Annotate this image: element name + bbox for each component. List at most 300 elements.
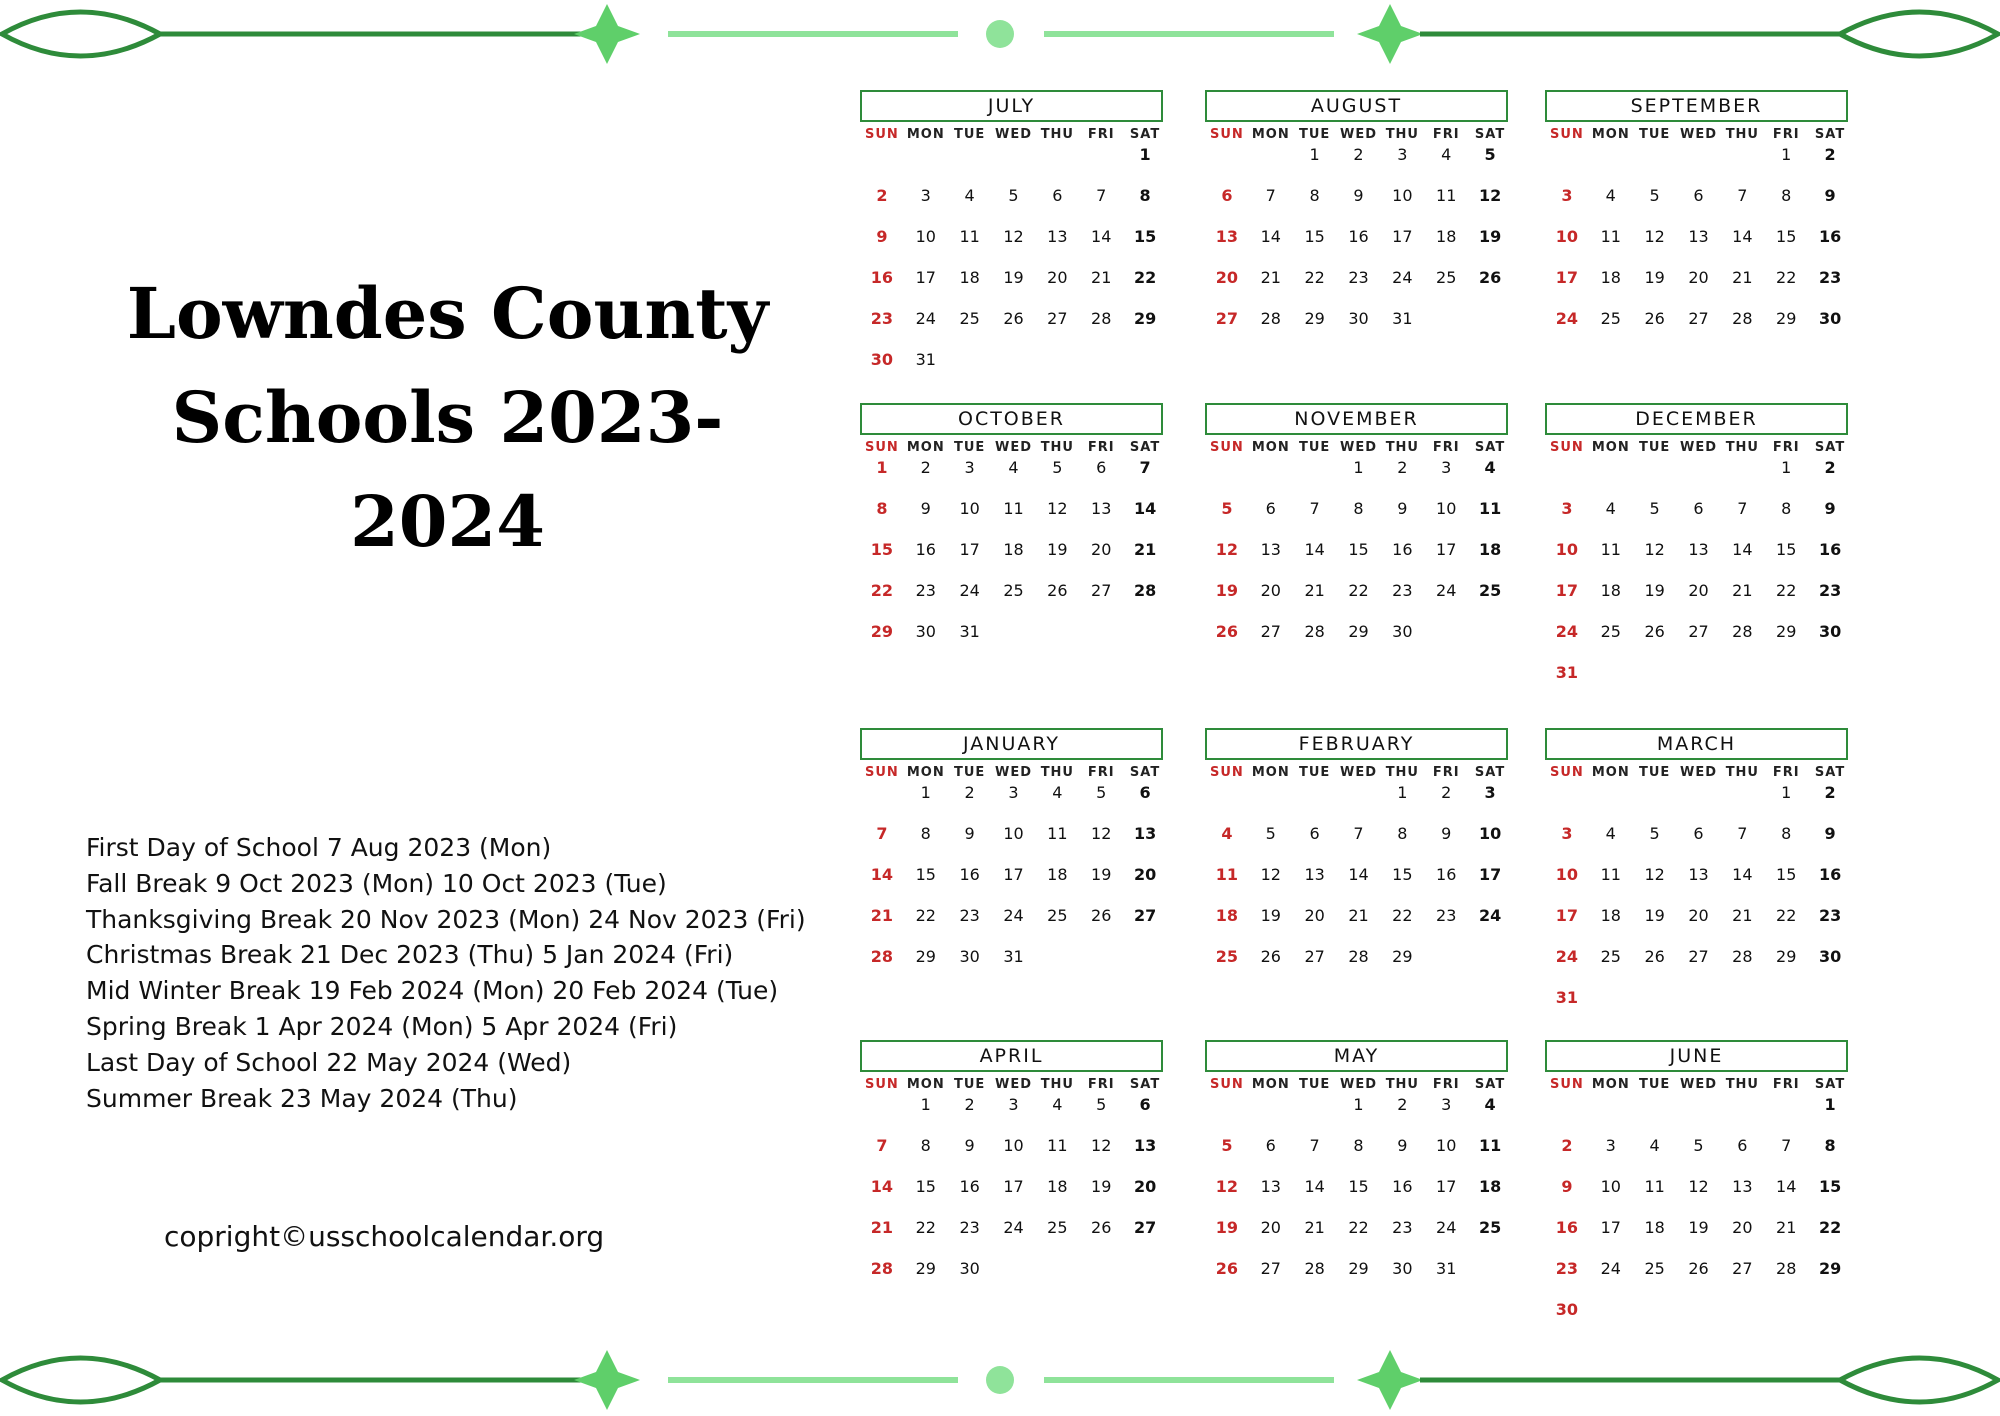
day-cell: 18 <box>1436 227 1457 246</box>
event-item: Thanksgiving Break 20 Nov 2023 (Mon) 24 Nov 2023 (Fri) <box>86 904 806 934</box>
empty-day-cell <box>1293 1094 1337 1135</box>
month-october <box>860 403 1167 662</box>
day-cell: 31 <box>959 622 980 641</box>
day-cell: 17 <box>959 540 980 559</box>
day-cell: 6 <box>1139 1095 1151 1114</box>
day-cell: 25 <box>959 309 980 328</box>
day-cell: 15 <box>915 865 936 884</box>
day-cell: 29 <box>1776 622 1797 641</box>
day-cell: 2 <box>1824 458 1836 477</box>
day-cell: 16 <box>1392 540 1413 559</box>
weekday-label: MON <box>1591 765 1630 780</box>
day-cell: 31 <box>1436 1259 1457 1278</box>
day-cell: 22 <box>915 1218 936 1237</box>
day-cell: 26 <box>1478 268 1502 287</box>
day-cell: 27 <box>1688 309 1709 328</box>
day-cell: 17 <box>1392 227 1413 246</box>
day-cell: 11 <box>1215 865 1239 884</box>
day-cell: 11 <box>1047 824 1068 843</box>
day-cell: 1 <box>1781 458 1792 477</box>
day-cell: 31 <box>1392 309 1413 328</box>
day-cell: 20 <box>1688 268 1709 287</box>
empty-day-cell <box>1205 782 1249 823</box>
event-item: Summer Break 23 May 2024 (Thu) <box>86 1083 518 1113</box>
day-cell: 17 <box>1555 268 1579 287</box>
day-cell: 27 <box>1091 581 1112 600</box>
day-cell: 23 <box>959 906 980 925</box>
day-cell: 3 <box>1441 1095 1452 1114</box>
weekday-label: SUN <box>865 127 899 142</box>
day-cell: 3 <box>1605 1136 1616 1155</box>
empty-day-cell <box>1589 782 1633 823</box>
day-cell: 1 <box>876 458 888 477</box>
day-cell: 20 <box>1688 581 1709 600</box>
weekday-label: TUE <box>1638 440 1671 455</box>
day-cell: 27 <box>1688 947 1709 966</box>
weekday-label: THU <box>1040 1077 1074 1092</box>
weekday-header <box>1205 765 1512 780</box>
event-item: Fall Break 9 Oct 2023 (Mon) 10 Oct 2023 (Tue) <box>86 868 667 898</box>
day-cell: 28 <box>1348 947 1369 966</box>
day-cell: 23 <box>1348 268 1369 287</box>
day-cell: 25 <box>1215 947 1239 966</box>
day-cell: 25 <box>1478 1218 1502 1237</box>
empty-day-cell <box>860 782 904 823</box>
day-cell: 21 <box>1304 581 1325 600</box>
month-title: APRIL <box>860 1040 1163 1072</box>
day-cell: 2 <box>964 783 975 802</box>
month-march <box>1545 728 1852 1028</box>
month-title: SEPTEMBER <box>1545 90 1848 122</box>
day-cell: 21 <box>1260 268 1281 287</box>
day-cell: 15 <box>1776 865 1797 884</box>
day-cell: 28 <box>1133 581 1157 600</box>
day-cell: 15 <box>915 1177 936 1196</box>
day-cell: 1 <box>920 1095 931 1114</box>
day-cell: 2 <box>1397 1095 1408 1114</box>
weekday-label: TUE <box>1638 765 1671 780</box>
day-cell: 3 <box>1561 186 1573 205</box>
day-cell: 6 <box>1309 824 1320 843</box>
day-cell: 8 <box>1397 824 1408 843</box>
day-cell: 31 <box>915 350 936 369</box>
day-cell: 11 <box>1047 1136 1068 1155</box>
day-cell: 7 <box>1781 1136 1792 1155</box>
month-may <box>1205 1040 1512 1299</box>
day-cell: 22 <box>1776 906 1797 925</box>
day-cell: 27 <box>1133 1218 1157 1237</box>
day-cell: 17 <box>915 268 936 287</box>
weekday-label: SAT <box>1474 765 1506 780</box>
weekday-label: SAT <box>1814 127 1846 142</box>
day-cell: 26 <box>1003 309 1024 328</box>
weekday-label: TUE <box>953 1077 986 1092</box>
day-cell: 11 <box>1600 540 1621 559</box>
month-title: MAY <box>1205 1040 1508 1072</box>
month-title: NOVEMBER <box>1205 403 1508 435</box>
day-cell: 12 <box>1644 540 1665 559</box>
day-cell: 5 <box>1649 824 1660 843</box>
day-cell: 8 <box>1353 1136 1364 1155</box>
month-title: FEBRUARY <box>1205 728 1508 760</box>
weekday-label: FRI <box>1432 127 1460 142</box>
day-cell: 4 <box>1649 1136 1660 1155</box>
day-cell: 25 <box>1003 581 1024 600</box>
day-cell: 18 <box>1600 581 1621 600</box>
event-item: First Day of School 7 Aug 2023 (Mon) <box>86 833 552 862</box>
day-cell: 19 <box>1215 1218 1239 1237</box>
day-cell: 24 <box>1555 947 1579 966</box>
day-cell: 8 <box>1139 186 1151 205</box>
day-cell: 15 <box>1776 540 1797 559</box>
weekday-label: TUE <box>1638 127 1671 142</box>
weekday-label: SUN <box>1550 765 1584 780</box>
weekday-label: FRI <box>1432 1077 1460 1092</box>
weekday-label: TUE <box>1298 765 1331 780</box>
day-cell: 6 <box>1693 824 1704 843</box>
day-cell: 7 <box>1309 1136 1320 1155</box>
day-cell: 23 <box>1436 906 1457 925</box>
month-september <box>1545 90 1852 349</box>
empty-day-cell <box>1545 144 1589 185</box>
day-cell: 12 <box>1644 865 1665 884</box>
day-cell: 12 <box>1215 1177 1239 1196</box>
empty-day-cell <box>1249 1094 1293 1135</box>
day-cell: 6 <box>1265 1136 1276 1155</box>
day-cell: 28 <box>1260 309 1281 328</box>
weekday-header <box>1205 127 1512 142</box>
day-cell: 19 <box>1260 906 1281 925</box>
day-cell: 31 <box>1555 988 1579 1007</box>
day-cell: 8 <box>1824 1136 1836 1155</box>
day-cell: 17 <box>1003 865 1024 884</box>
day-cell: 13 <box>1260 540 1281 559</box>
weekday-header <box>860 440 1167 455</box>
empty-day-cell <box>1205 144 1249 185</box>
day-cell: 1 <box>1781 783 1792 802</box>
day-cell: 14 <box>1091 227 1112 246</box>
copyright-text: copright©usschoolcalendar.org <box>164 1220 605 1253</box>
day-cell: 27 <box>1260 622 1281 641</box>
day-cell: 17 <box>1003 1177 1024 1196</box>
day-cell: 26 <box>1215 1259 1239 1278</box>
weekday-label: THU <box>1040 127 1074 142</box>
day-cell: 2 <box>1441 783 1452 802</box>
day-cell: 5 <box>1096 1095 1107 1114</box>
day-cell: 17 <box>1436 1177 1457 1196</box>
day-cell: 10 <box>1392 186 1413 205</box>
day-cell: 3 <box>1397 145 1408 164</box>
day-cell: 26 <box>1047 581 1068 600</box>
day-cell: 6 <box>1693 186 1704 205</box>
day-cell: 12 <box>1003 227 1024 246</box>
day-cell: 23 <box>870 309 894 328</box>
day-cell: 13 <box>1133 824 1157 843</box>
month-title: MARCH <box>1545 728 1848 760</box>
day-cell: 13 <box>1688 540 1709 559</box>
day-cell: 31 <box>1555 663 1579 682</box>
day-cell: 24 <box>1478 906 1502 925</box>
day-cell: 18 <box>1215 906 1239 925</box>
day-cell: 18 <box>1644 1218 1665 1237</box>
day-cell: 9 <box>1441 824 1452 843</box>
day-cell: 28 <box>1776 1259 1797 1278</box>
day-cell: 7 <box>1139 458 1151 477</box>
weekday-label: SUN <box>1550 1077 1584 1092</box>
day-cell: 28 <box>1732 309 1753 328</box>
weekday-label: WED <box>994 127 1032 142</box>
weekday-label: FRI <box>1772 127 1800 142</box>
day-cell: 10 <box>1003 824 1024 843</box>
day-cell: 11 <box>1600 865 1621 884</box>
day-cell: 8 <box>1781 499 1792 518</box>
day-cell: 16 <box>959 865 980 884</box>
month-title: JUNE <box>1545 1040 1848 1072</box>
day-cell: 4 <box>964 186 975 205</box>
event-item: Spring Break 1 Apr 2024 (Mon) 5 Apr 2024 (Fri) <box>86 1011 678 1041</box>
day-cell: 21 <box>1348 906 1369 925</box>
day-cell: 15 <box>1133 227 1157 246</box>
weekday-label: THU <box>1725 1077 1759 1092</box>
day-cell: 25 <box>1478 581 1502 600</box>
day-cell: 31 <box>1003 947 1024 966</box>
day-cell: 28 <box>1304 1259 1325 1278</box>
day-cell: 7 <box>1737 499 1748 518</box>
day-cell: 16 <box>1818 865 1842 884</box>
day-cell: 8 <box>1353 499 1364 518</box>
day-grid <box>1205 1094 1512 1299</box>
day-cell: 7 <box>876 1136 888 1155</box>
weekday-label: TUE <box>1638 1077 1671 1092</box>
month-august <box>1205 90 1512 349</box>
day-grid <box>1205 782 1512 987</box>
day-cell: 12 <box>1688 1177 1709 1196</box>
day-cell: 24 <box>915 309 936 328</box>
weekday-label: SAT <box>1129 440 1161 455</box>
day-cell: 17 <box>1555 906 1579 925</box>
weekday-label: TUE <box>953 765 986 780</box>
day-cell: 24 <box>959 581 980 600</box>
day-cell: 10 <box>1555 227 1579 246</box>
day-cell: 21 <box>1732 268 1753 287</box>
day-cell: 20 <box>1260 581 1281 600</box>
day-cell: 13 <box>1047 227 1068 246</box>
weekday-label: WED <box>1339 1077 1377 1092</box>
day-cell: 4 <box>1052 1095 1063 1114</box>
day-cell: 1 <box>1824 1095 1836 1114</box>
day-cell: 14 <box>1304 1177 1325 1196</box>
day-cell: 27 <box>1732 1259 1753 1278</box>
day-cell: 8 <box>1781 824 1792 843</box>
day-cell: 28 <box>1732 947 1753 966</box>
empty-day-cell <box>1589 144 1633 185</box>
day-cell: 4 <box>1484 458 1496 477</box>
day-cell: 20 <box>1688 906 1709 925</box>
day-grid <box>1545 1094 1852 1340</box>
day-cell: 19 <box>1644 268 1665 287</box>
month-december <box>1545 403 1852 703</box>
day-cell: 12 <box>1091 824 1112 843</box>
day-cell: 4 <box>1605 499 1616 518</box>
weekday-label: SAT <box>1474 440 1506 455</box>
weekday-label: MON <box>1591 440 1630 455</box>
day-cell: 16 <box>915 540 936 559</box>
weekday-label: THU <box>1385 765 1419 780</box>
day-cell: 30 <box>1818 622 1842 641</box>
weekday-label: THU <box>1385 440 1419 455</box>
weekday-label: WED <box>1679 765 1717 780</box>
day-cell: 3 <box>1008 783 1019 802</box>
bottom-decorative-border <box>0 1346 2000 1416</box>
day-cell: 29 <box>1133 309 1157 328</box>
day-cell: 13 <box>1091 499 1112 518</box>
day-cell: 24 <box>1600 1259 1621 1278</box>
day-cell: 3 <box>1561 499 1573 518</box>
weekday-label: MON <box>1591 127 1630 142</box>
day-cell: 5 <box>1649 186 1660 205</box>
empty-day-cell <box>1545 1094 1589 1135</box>
day-cell: 13 <box>1260 1177 1281 1196</box>
month-february <box>1205 728 1512 987</box>
weekday-label: TUE <box>1298 1077 1331 1092</box>
month-june <box>1545 1040 1852 1340</box>
day-cell: 4 <box>1008 458 1019 477</box>
day-cell: 13 <box>1133 1136 1157 1155</box>
day-cell: 13 <box>1688 865 1709 884</box>
day-cell: 18 <box>1478 1177 1502 1196</box>
day-cell: 17 <box>1555 581 1579 600</box>
day-cell: 30 <box>959 947 980 966</box>
weekday-label: THU <box>1385 127 1419 142</box>
day-cell: 18 <box>1047 1177 1068 1196</box>
day-cell: 25 <box>1436 268 1457 287</box>
day-cell: 7 <box>1353 824 1364 843</box>
day-cell: 23 <box>1392 1218 1413 1237</box>
day-grid <box>860 782 1167 987</box>
day-cell: 12 <box>1091 1136 1112 1155</box>
day-cell: 5 <box>1693 1136 1704 1155</box>
day-cell: 29 <box>1392 947 1413 966</box>
day-cell: 13 <box>1732 1177 1753 1196</box>
day-cell: 5 <box>1221 499 1233 518</box>
day-cell: 22 <box>870 581 894 600</box>
weekday-label: THU <box>1385 1077 1419 1092</box>
day-cell: 29 <box>870 622 894 641</box>
day-cell: 22 <box>1818 1218 1842 1237</box>
day-cell: 5 <box>1221 1136 1233 1155</box>
weekday-header <box>1545 1077 1852 1092</box>
day-cell: 21 <box>1776 1218 1797 1237</box>
weekday-header <box>860 127 1167 142</box>
day-cell: 9 <box>1561 1177 1573 1196</box>
day-cell: 29 <box>1304 309 1325 328</box>
day-cell: 5 <box>1484 145 1496 164</box>
weekday-label: MON <box>1251 1077 1290 1092</box>
day-cell: 22 <box>1304 268 1325 287</box>
empty-day-cell <box>992 144 1036 185</box>
weekday-label: MON <box>906 127 945 142</box>
day-cell: 2 <box>1561 1136 1573 1155</box>
day-cell: 29 <box>915 1259 936 1278</box>
day-grid <box>1545 782 1852 1028</box>
day-grid <box>1205 457 1512 662</box>
day-cell: 9 <box>1824 499 1836 518</box>
day-cell: 27 <box>1304 947 1325 966</box>
day-cell: 3 <box>1484 783 1496 802</box>
event-item: Christmas Break 21 Dec 2023 (Thu) 5 Jan 2024 (Fri) <box>86 940 734 970</box>
weekday-label: THU <box>1040 765 1074 780</box>
empty-day-cell <box>1293 457 1337 498</box>
day-cell: 16 <box>959 1177 980 1196</box>
day-cell: 19 <box>1644 906 1665 925</box>
day-cell: 17 <box>1478 865 1502 884</box>
weekday-header <box>860 1077 1167 1092</box>
day-cell: 29 <box>915 947 936 966</box>
day-cell: 23 <box>1818 268 1842 287</box>
day-cell: 14 <box>1776 1177 1797 1196</box>
day-cell: 28 <box>1732 622 1753 641</box>
empty-day-cell <box>1720 144 1764 185</box>
day-cell: 14 <box>1260 227 1281 246</box>
day-cell: 18 <box>1047 865 1068 884</box>
empty-day-cell <box>1249 144 1293 185</box>
day-cell: 19 <box>1091 1177 1112 1196</box>
weekday-label: TUE <box>953 127 986 142</box>
empty-day-cell <box>1545 782 1589 823</box>
weekday-label: SAT <box>1814 1077 1846 1092</box>
day-cell: 22 <box>1776 268 1797 287</box>
day-grid <box>860 144 1167 390</box>
empty-day-cell <box>1720 457 1764 498</box>
day-cell: 10 <box>959 499 980 518</box>
day-cell: 22 <box>1348 1218 1369 1237</box>
day-cell: 11 <box>1003 499 1024 518</box>
day-cell: 8 <box>1309 186 1320 205</box>
day-cell: 21 <box>1732 906 1753 925</box>
day-cell: 10 <box>1478 824 1502 843</box>
day-cell: 1 <box>1781 145 1792 164</box>
day-grid <box>1205 144 1512 349</box>
empty-day-cell <box>1677 1094 1721 1135</box>
day-cell: 26 <box>1644 309 1665 328</box>
weekday-label: FRI <box>1087 440 1115 455</box>
day-cell: 1 <box>1139 145 1151 164</box>
day-cell: 9 <box>1824 824 1836 843</box>
weekday-label: SAT <box>1474 1077 1506 1092</box>
day-cell: 10 <box>915 227 936 246</box>
weekday-label: WED <box>1339 765 1377 780</box>
day-cell: 27 <box>1215 309 1239 328</box>
day-grid <box>860 1094 1167 1299</box>
day-cell: 10 <box>1555 540 1579 559</box>
day-cell: 10 <box>1555 865 1579 884</box>
empty-day-cell <box>860 1094 904 1135</box>
day-cell: 19 <box>1688 1218 1709 1237</box>
weekday-label: THU <box>1725 440 1759 455</box>
day-cell: 6 <box>1265 499 1276 518</box>
weekday-label: MON <box>906 765 945 780</box>
day-cell: 29 <box>1348 1259 1369 1278</box>
day-cell: 9 <box>1397 499 1408 518</box>
weekday-label: WED <box>1339 440 1377 455</box>
day-cell: 23 <box>1818 906 1842 925</box>
weekday-label: TUE <box>1298 127 1331 142</box>
day-cell: 4 <box>1052 783 1063 802</box>
day-cell: 20 <box>1304 906 1325 925</box>
day-cell: 29 <box>1776 309 1797 328</box>
day-cell: 12 <box>1047 499 1068 518</box>
weekday-label: FRI <box>1432 440 1460 455</box>
